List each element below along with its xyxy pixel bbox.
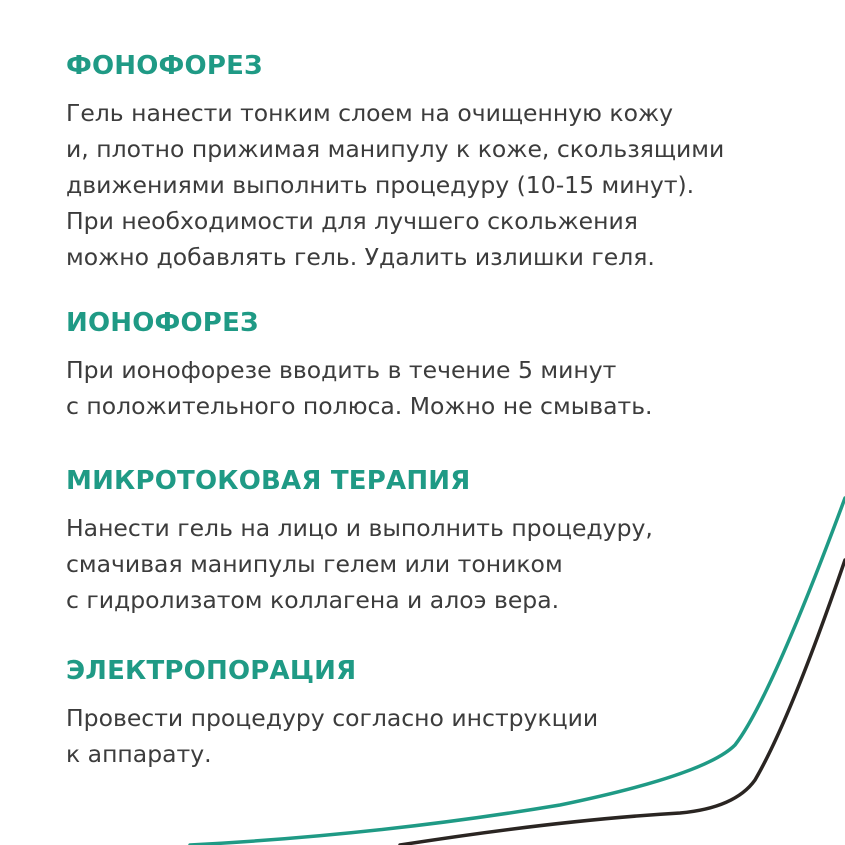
section-text	[66, 700, 806, 772]
text-line: к аппарату.	[66, 740, 212, 768]
section-iontophoresis	[66, 307, 806, 424]
text-line: Провести процедуру согласно инструкции	[66, 704, 599, 732]
text-line: можно добавлять гель. Удалить излишки геля.	[66, 243, 655, 271]
section-title: ИОНОФОРЕЗ	[66, 308, 259, 338]
section-text	[66, 352, 806, 424]
text-line: смачивая манипулы гелем или тоником	[66, 550, 563, 578]
section-title: МИКРОТОКОВАЯ ТЕРАПИЯ	[66, 466, 471, 496]
text-line: При ионофорезе вводить в течение 5 минут	[66, 356, 617, 384]
text-line: движениями выполнить процедуру (10-15 минут).	[66, 171, 695, 199]
section-microcurrent-therapy	[66, 465, 806, 618]
section-electroporation	[66, 655, 806, 772]
section-title: ФОНОФОРЕЗ	[66, 51, 263, 81]
text-line: Гель нанести тонким слоем на очищенную кожу	[66, 99, 674, 127]
text-line: Нанести гель на лицо и выполнить процедуру,	[66, 514, 653, 542]
section-phonophoresis	[66, 50, 806, 275]
text-line: При необходимости для лучшего скольжения	[66, 207, 638, 235]
section-text	[66, 510, 806, 618]
text-line: с положительного полюса. Можно не смывать.	[66, 392, 653, 420]
text-line: и, плотно прижимая манипулу к коже, скользящими	[66, 135, 725, 163]
section-title: ЭЛЕКТРОПОРАЦИЯ	[66, 656, 357, 686]
section-text	[66, 95, 806, 275]
text-line: с гидролизатом коллагена и алоэ вера.	[66, 586, 560, 614]
